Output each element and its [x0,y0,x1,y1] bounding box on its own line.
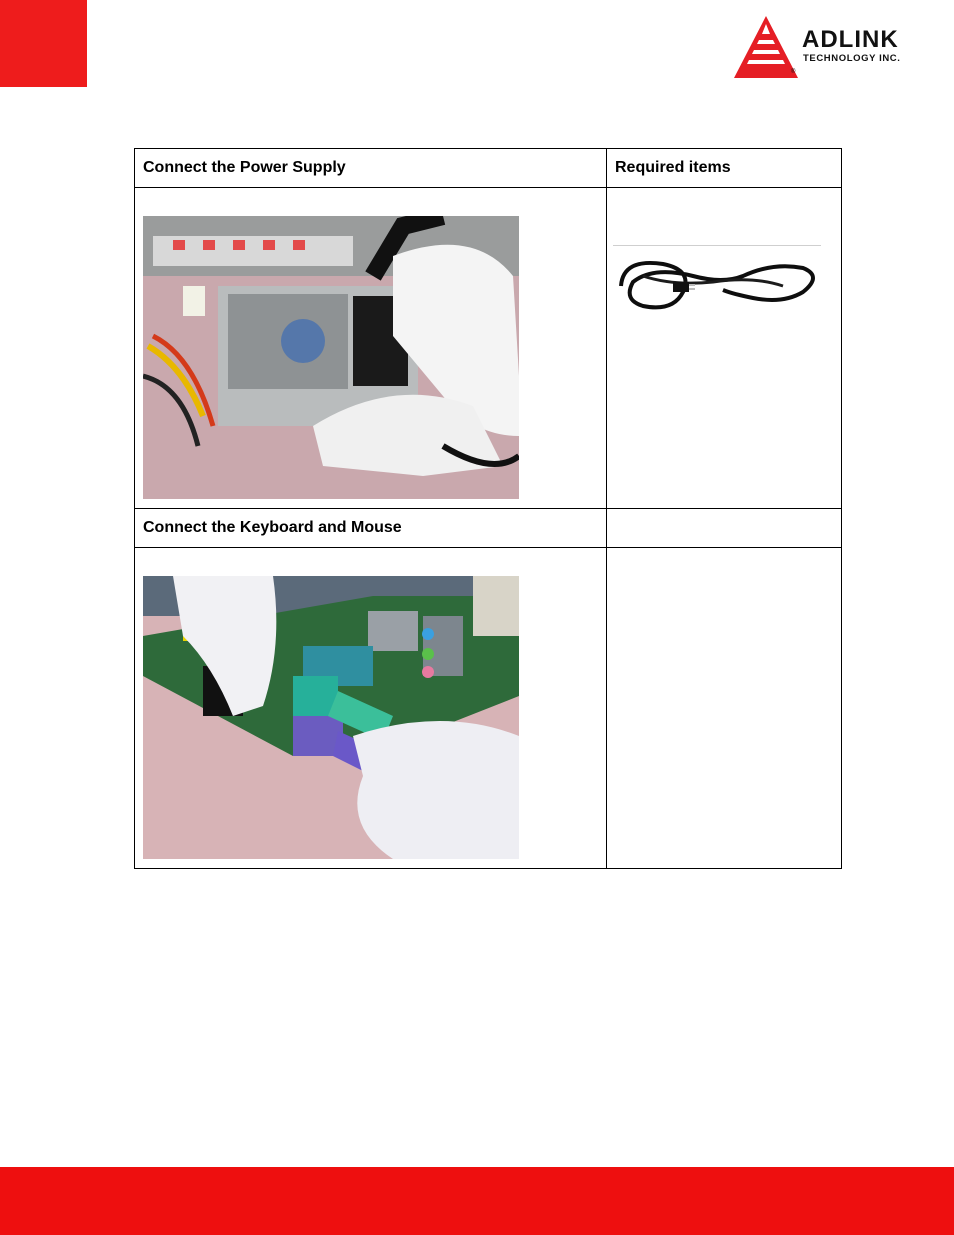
required-item-cell-empty [607,548,842,869]
step-title: Connect the Power Supply [135,149,607,188]
required-item-cell [607,188,842,509]
corner-accent-block [0,0,87,87]
step-photo-cell [135,548,607,869]
setup-steps-table [134,148,842,869]
table-row [135,509,842,548]
logo-triangle-icon [732,14,798,80]
brand-name: ADLINK [802,26,899,53]
required-items-header: Required items [607,149,842,188]
table-row [135,149,842,188]
adlink-logo [732,14,938,80]
required-items-header [607,509,842,548]
keyboard-mouse-connect-photo [143,576,519,859]
power-cord-photo [613,245,821,324]
footer-bar [0,1167,954,1235]
table-row [135,548,842,869]
table-row [135,188,842,509]
power-supply-photo [143,216,519,499]
registered-mark: ® [791,69,796,75]
step-title: Connect the Keyboard and Mouse [135,509,607,548]
step-photo-cell [135,188,607,509]
brand-tagline: TECHNOLOGY INC. [803,53,901,64]
